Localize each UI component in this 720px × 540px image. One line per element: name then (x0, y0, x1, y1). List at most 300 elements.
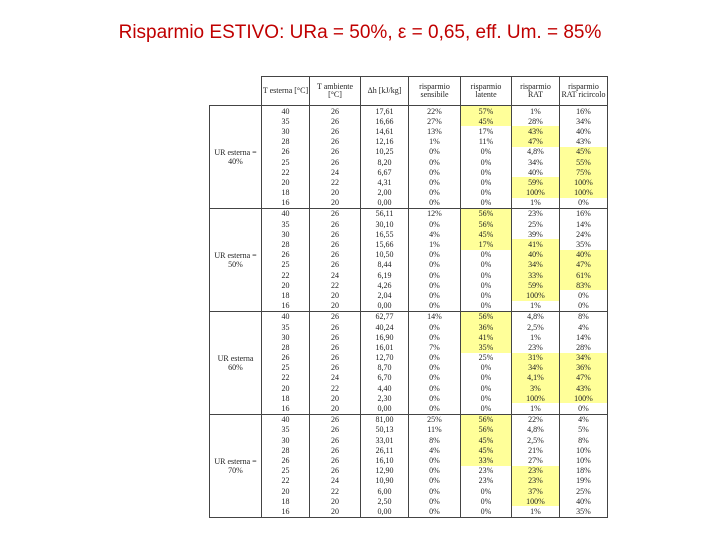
table-cell: 100% (512, 496, 560, 506)
table-cell: 25 (262, 363, 310, 373)
table-cell: 4,8% (512, 425, 560, 435)
table-cell: 15,66 (361, 239, 409, 249)
table-cell: 0% (409, 393, 461, 403)
table-cell: 0% (409, 383, 461, 393)
table-cell: 14% (560, 332, 608, 342)
table-cell: 26 (310, 147, 361, 157)
table-cell: 81,00 (361, 414, 409, 425)
table-cell: 34% (560, 353, 608, 363)
table-cell: 31% (512, 353, 560, 363)
table-cell: 6,70 (361, 373, 409, 383)
table-cell: 23% (512, 208, 560, 219)
header-risparmio-sensibile: risparmio sensibile (409, 77, 461, 106)
table-cell: 8,70 (361, 363, 409, 373)
table-cell: 27% (512, 455, 560, 465)
table-cell: 100% (560, 177, 608, 187)
table-cell: 75% (560, 167, 608, 177)
table-cell: 0% (461, 486, 512, 496)
table-cell: 30 (262, 126, 310, 136)
table-cell: 3% (512, 383, 560, 393)
table-cell: 0,00 (361, 506, 409, 517)
table-cell: 7% (409, 342, 461, 352)
table-cell: 0% (461, 188, 512, 198)
table-cell: 12,16 (361, 137, 409, 147)
table-cell: 30,10 (361, 219, 409, 229)
table-cell: 10,90 (361, 476, 409, 486)
table-row (210, 445, 608, 455)
table-cell: 43% (512, 126, 560, 136)
table-cell: 20 (310, 496, 361, 506)
table-cell: 4,31 (361, 177, 409, 187)
table-cell: 20 (262, 486, 310, 496)
table-cell: 100% (512, 290, 560, 300)
table-cell: 22 (262, 476, 310, 486)
table-cell: 0% (461, 147, 512, 157)
table-cell: 26 (310, 466, 361, 476)
table-cell: 30 (262, 229, 310, 239)
table-cell: 61% (560, 270, 608, 280)
table-cell: 28% (512, 116, 560, 126)
table-cell: 0% (560, 290, 608, 300)
table-cell: 0% (461, 393, 512, 403)
table-cell: 0% (409, 260, 461, 270)
table-cell: 56% (461, 311, 512, 322)
header-risparmio-rat-ricircolo: risparmio RAT ricircolo (560, 77, 608, 106)
table-cell: 45% (461, 116, 512, 126)
table-cell: 4,1% (512, 373, 560, 383)
table-cell: 34% (512, 260, 560, 270)
table-cell: 83% (560, 280, 608, 290)
table-cell: 40,24 (361, 322, 409, 332)
table-cell: 26 (310, 311, 361, 322)
table-cell: 26 (310, 322, 361, 332)
table-cell: 26 (310, 229, 361, 239)
table-cell: 26 (310, 414, 361, 425)
table-cell: 0% (409, 290, 461, 300)
table-row (210, 383, 608, 393)
table-cell: 4,8% (512, 311, 560, 322)
table-row (210, 260, 608, 270)
table-cell: 20 (310, 188, 361, 198)
table-cell: 0% (461, 177, 512, 187)
table-cell: 18 (262, 290, 310, 300)
table-cell: 28 (262, 239, 310, 249)
table-cell: 20 (310, 403, 361, 414)
table-cell: 22 (310, 383, 361, 393)
table-cell: 14% (560, 219, 608, 229)
table-cell: 40 (262, 311, 310, 322)
table-cell: 20 (262, 383, 310, 393)
table-cell: 23% (512, 466, 560, 476)
table-cell: 34% (560, 116, 608, 126)
table-row (210, 496, 608, 506)
table-cell: 20 (310, 506, 361, 517)
table-cell: 26 (310, 137, 361, 147)
table-cell: 56% (461, 414, 512, 425)
table-cell: 25% (512, 219, 560, 229)
table-cell: 17% (461, 126, 512, 136)
table-cell: 0% (409, 177, 461, 187)
table-cell: 45% (461, 229, 512, 239)
table-cell: 10,50 (361, 250, 409, 260)
table-cell: 0% (409, 455, 461, 465)
table-cell: 0% (461, 363, 512, 373)
table-cell: 0% (409, 250, 461, 260)
table-row (210, 280, 608, 290)
table-cell: 35 (262, 322, 310, 332)
table-cell: 22 (262, 167, 310, 177)
table-cell: 33,01 (361, 435, 409, 445)
table-cell: 47% (560, 260, 608, 270)
table-cell: 59% (512, 280, 560, 290)
table-cell: 20 (262, 280, 310, 290)
table-cell: 1% (512, 332, 560, 342)
table-cell: 14,61 (361, 126, 409, 136)
table-cell: 0% (461, 403, 512, 414)
table-cell: 18% (560, 466, 608, 476)
header-t-ambiente: T ambiente [°C] (310, 77, 361, 106)
table-cell: 0,00 (361, 301, 409, 312)
table-row (210, 425, 608, 435)
table-cell: 43% (560, 137, 608, 147)
table-row (210, 167, 608, 177)
table-cell: 22 (310, 486, 361, 496)
table-cell: 24 (310, 167, 361, 177)
table-cell: 35% (461, 342, 512, 352)
table-cell: 26 (310, 363, 361, 373)
table-row (210, 290, 608, 300)
table-cell: 26 (310, 455, 361, 465)
table-cell: 4% (409, 445, 461, 455)
table-cell: 16% (560, 106, 608, 117)
table-cell: 0% (409, 157, 461, 167)
table-cell: 40% (560, 126, 608, 136)
table-cell: 39% (512, 229, 560, 239)
table-cell: 1% (409, 239, 461, 249)
table-cell: 0% (409, 403, 461, 414)
table-cell: 0% (409, 353, 461, 363)
table-cell: 24 (310, 373, 361, 383)
table-cell: 24% (560, 229, 608, 239)
table-row (210, 363, 608, 373)
table-cell: 30 (262, 332, 310, 342)
table-row (210, 188, 608, 198)
table-row (210, 373, 608, 383)
table-cell: 22 (310, 177, 361, 187)
table-cell: 0% (409, 486, 461, 496)
table-cell: 0% (409, 219, 461, 229)
header-blank (210, 77, 262, 106)
table-row (210, 301, 608, 312)
group-label: UR esterna 60% (210, 311, 262, 414)
table-cell: 26 (310, 219, 361, 229)
table-cell: 30 (262, 435, 310, 445)
table-cell: 35% (560, 239, 608, 249)
table-cell: 27% (409, 116, 461, 126)
table-cell: 25% (560, 486, 608, 496)
table-cell: 22% (409, 106, 461, 117)
table-cell: 41% (512, 239, 560, 249)
table-cell: 26 (310, 208, 361, 219)
header-risparmio-rat: risparmio RAT (512, 77, 560, 106)
table-cell: 2,5% (512, 435, 560, 445)
table-row (210, 270, 608, 280)
table-cell: 26 (310, 353, 361, 363)
table-cell: 21% (512, 445, 560, 455)
table-row (210, 126, 608, 136)
table-cell: 0% (560, 301, 608, 312)
table-cell: 11% (409, 425, 461, 435)
table-cell: 19% (560, 476, 608, 486)
table-cell: 0% (409, 466, 461, 476)
table-cell: 22 (262, 270, 310, 280)
table-cell: 50,13 (361, 425, 409, 435)
table-cell: 34% (512, 157, 560, 167)
table-cell: 16,55 (361, 229, 409, 239)
table-cell: 0% (461, 270, 512, 280)
table-cell: 26 (262, 250, 310, 260)
table-cell: 25 (262, 260, 310, 270)
table-cell: 0% (461, 250, 512, 260)
table-cell: 6,67 (361, 167, 409, 177)
table-cell: 10% (560, 445, 608, 455)
table-cell: 40 (262, 106, 310, 117)
table-cell: 35 (262, 116, 310, 126)
table-cell: 8% (409, 435, 461, 445)
table-cell: 17,61 (361, 106, 409, 117)
table-cell: 28% (560, 342, 608, 352)
header-row (210, 77, 608, 106)
table-row (210, 157, 608, 167)
table-cell: 34% (512, 363, 560, 373)
table-cell: 4% (560, 322, 608, 332)
table-cell: 1% (512, 403, 560, 414)
table-cell: 0% (461, 506, 512, 517)
table-cell: 8,44 (361, 260, 409, 270)
table-cell: 1% (512, 198, 560, 209)
table-row (210, 332, 608, 342)
table-cell: 5% (560, 425, 608, 435)
table-cell: 0% (409, 506, 461, 517)
table-cell: 16 (262, 506, 310, 517)
table-cell: 28 (262, 342, 310, 352)
table-row (210, 403, 608, 414)
table-row (210, 147, 608, 157)
table-cell: 0% (461, 260, 512, 270)
table-cell: 13% (409, 126, 461, 136)
table-cell: 26 (310, 157, 361, 167)
table-cell: 45% (461, 445, 512, 455)
table-cell: 26 (310, 239, 361, 249)
table-cell: 55% (560, 157, 608, 167)
table-cell: 18 (262, 188, 310, 198)
table-row (210, 466, 608, 476)
table-cell: 0% (461, 280, 512, 290)
table-cell: 40% (560, 496, 608, 506)
table-cell: 33% (461, 455, 512, 465)
group-label: UR esterna = 50% (210, 208, 262, 311)
table-row (210, 311, 608, 322)
table-cell: 0% (461, 167, 512, 177)
table-cell: 14% (409, 311, 461, 322)
table-cell: 0% (461, 290, 512, 300)
table-cell: 0% (409, 198, 461, 209)
table-cell: 56% (461, 208, 512, 219)
table-cell: 1% (512, 106, 560, 117)
table-cell: 0% (409, 270, 461, 280)
table-cell: 0% (409, 188, 461, 198)
table-row (210, 177, 608, 187)
table-cell: 62,77 (361, 311, 409, 322)
table-cell: 17% (461, 239, 512, 249)
table-cell: 20 (310, 301, 361, 312)
table-cell: 59% (512, 177, 560, 187)
table-row (210, 208, 608, 219)
table-cell: 0% (409, 373, 461, 383)
header-risparmio-latente: risparmio latente (461, 77, 512, 106)
table-cell: 22 (262, 373, 310, 383)
table-cell: 23% (461, 466, 512, 476)
table-cell: 23% (512, 342, 560, 352)
table-cell: 16,10 (361, 455, 409, 465)
table-cell: 0% (409, 280, 461, 290)
table-row (210, 414, 608, 425)
table-cell: 0% (560, 403, 608, 414)
table-cell: 28 (262, 445, 310, 455)
table-cell: 36% (461, 322, 512, 332)
table-cell: 40 (262, 208, 310, 219)
table-cell: 40% (512, 250, 560, 260)
group-label: UR esterna = 70% (210, 414, 262, 517)
table-cell: 4% (409, 229, 461, 239)
table-row (210, 116, 608, 126)
table-cell: 26 (310, 332, 361, 342)
table-cell: 0% (409, 363, 461, 373)
table-cell: 26 (262, 353, 310, 363)
table-cell: 26 (310, 126, 361, 136)
table-cell: 100% (512, 393, 560, 403)
table-cell: 47% (560, 373, 608, 383)
table-cell: 0% (409, 167, 461, 177)
table-row (210, 250, 608, 260)
table-cell: 16 (262, 301, 310, 312)
table-cell: 57% (461, 106, 512, 117)
table-cell: 0% (560, 198, 608, 209)
table-cell: 2,5% (512, 322, 560, 332)
table-cell: 16,66 (361, 116, 409, 126)
table-cell: 25 (262, 466, 310, 476)
table-row (210, 455, 608, 465)
table-row (210, 486, 608, 496)
table-cell: 45% (560, 147, 608, 157)
table-cell: 16% (560, 208, 608, 219)
table-cell: 26 (310, 425, 361, 435)
table-cell: 16,01 (361, 342, 409, 352)
table-row (210, 476, 608, 486)
table-cell: 45% (461, 435, 512, 445)
table-cell: 0,00 (361, 198, 409, 209)
table-cell: 2,00 (361, 188, 409, 198)
table-row (210, 506, 608, 517)
table-cell: 1% (512, 301, 560, 312)
table-row (210, 353, 608, 363)
table-cell: 12,70 (361, 353, 409, 363)
table-cell: 35 (262, 425, 310, 435)
table-cell: 24 (310, 270, 361, 280)
table-cell: 22 (310, 280, 361, 290)
table-cell: 0% (409, 496, 461, 506)
table-cell: 25 (262, 157, 310, 167)
table-cell: 35 (262, 219, 310, 229)
table-cell: 26 (310, 106, 361, 117)
table-cell: 47% (512, 137, 560, 147)
slide-title: Risparmio ESTIVO: URa = 50%, ε = 0,65, eff. Um. = 85% (118, 22, 602, 43)
data-table (209, 76, 608, 518)
table-cell: 26 (310, 445, 361, 455)
table-row (210, 322, 608, 332)
table-cell: 0,00 (361, 403, 409, 414)
table-cell: 20 (310, 198, 361, 209)
table-cell: 4,8% (512, 147, 560, 157)
table-cell: 2,30 (361, 393, 409, 403)
table-cell: 12% (409, 208, 461, 219)
table-cell: 26 (310, 260, 361, 270)
table-row (210, 219, 608, 229)
table-cell: 20 (262, 177, 310, 187)
table-cell: 8,20 (361, 157, 409, 167)
table-cell: 100% (560, 188, 608, 198)
table-cell: 10,25 (361, 147, 409, 157)
table-cell: 26 (310, 116, 361, 126)
table-cell: 40 (262, 414, 310, 425)
table-cell: 0% (461, 496, 512, 506)
table-cell: 100% (512, 188, 560, 198)
table-cell: 23% (461, 476, 512, 486)
table-row (210, 393, 608, 403)
table-cell: 37% (512, 486, 560, 496)
table-cell: 10% (560, 455, 608, 465)
table-cell: 4,26 (361, 280, 409, 290)
table-cell: 26 (262, 455, 310, 465)
table-cell: 25% (461, 353, 512, 363)
table-cell: 0% (409, 476, 461, 486)
table-cell: 0% (409, 322, 461, 332)
header-delta-h: Δh [kJ/kg] (361, 77, 409, 106)
table-cell: 0% (461, 301, 512, 312)
table-row (210, 342, 608, 352)
table-cell: 22% (512, 414, 560, 425)
table-cell: 20 (310, 290, 361, 300)
table-cell: 40% (560, 250, 608, 260)
table-cell: 23% (512, 476, 560, 486)
table-cell: 28 (262, 137, 310, 147)
table-cell: 0% (461, 383, 512, 393)
table-cell: 43% (560, 383, 608, 393)
table-cell: 6,19 (361, 270, 409, 280)
table-cell: 11% (461, 137, 512, 147)
table-cell: 24 (310, 476, 361, 486)
table-cell: 100% (560, 393, 608, 403)
table-cell: 56,11 (361, 208, 409, 219)
data-table-container (209, 76, 608, 518)
table-cell: 0% (461, 198, 512, 209)
header-t-esterna: T esterna [°C] (262, 77, 310, 106)
table-cell: 33% (512, 270, 560, 280)
table-cell: 36% (560, 363, 608, 373)
table-cell: 2,50 (361, 496, 409, 506)
table-cell: 40% (512, 167, 560, 177)
table-cell: 0% (409, 332, 461, 342)
